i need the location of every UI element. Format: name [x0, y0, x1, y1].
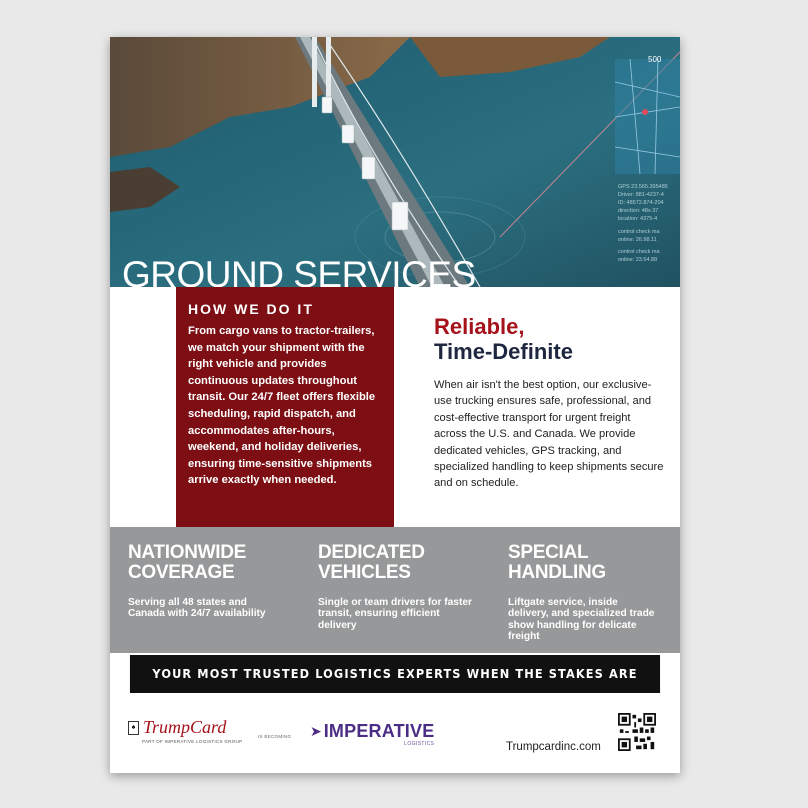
website-link[interactable]: Trumpcardinc.com	[506, 741, 601, 753]
telemetry-line: online: 23.54.88	[618, 257, 658, 263]
features-band	[110, 527, 680, 653]
trumpcard-logo	[128, 717, 242, 744]
footer	[110, 693, 680, 773]
imperative-name: IMPERATIVE	[323, 721, 435, 741]
feature-body: Serving all 48 states and Canada with 24/7 availability	[128, 597, 266, 620]
feature-body: Single or team drivers for faster transit, ensuring efficient delivery	[318, 597, 472, 631]
imperative-sub: LOGISTICS	[404, 741, 435, 747]
bridge-photo-illustration	[110, 37, 680, 287]
flyer-page	[110, 37, 680, 773]
trumpcard-name: TrumpCard	[143, 717, 227, 737]
telemetry-line: GPS 23.565.395485	[618, 184, 668, 190]
how-we-do-it-panel	[176, 287, 394, 527]
telemetry-line: Driver: 881-4237-4	[618, 192, 664, 198]
hero-overlay-number: 500	[648, 55, 662, 64]
telemetry-line: direction: 48s 37	[618, 208, 659, 214]
feature-title: DEDICATED VEHICLES	[318, 542, 425, 583]
feature-title: NATIONWIDE COVERAGE	[128, 542, 247, 583]
arrow-icon: ➤	[310, 723, 322, 739]
reliable-body: When air isn't the best option, our exclusive-use trucking ensures safe, professional, and cost-effective transport for urgent freight across the U.S. and Canada. We provide dedicated vehicles, GPS tracking, and specialized handling to keep shipments secure and on schedule.	[434, 379, 664, 490]
telemetry-line: location: 4375-4	[618, 216, 658, 222]
telemetry-line: online: 26.98.11	[618, 237, 657, 243]
hero-overlay-telemetry	[618, 183, 678, 264]
page-title: GROUND SERVICES	[122, 254, 476, 287]
feature-title: SPECIAL HANDLING	[508, 542, 606, 583]
feature-special-handling	[508, 543, 660, 643]
reliable-section	[434, 315, 664, 492]
hero-photo	[110, 37, 680, 287]
imperative-logo	[310, 721, 434, 747]
how-body: From cargo vans to tractor-trailers, we match your shipment with the right vehicle and provides continuous updates throughout transit. Our 24/7 fleet offers flexible scheduling, rapid dispatch, and accommodates after-hours, weekend, and holiday deliveries, ensuring time-sensitive shipments arrive exactly when needed.	[188, 325, 376, 487]
reliable-heading-line2: Time-Definite	[434, 339, 573, 364]
how-title: HOW WE DO IT	[188, 301, 314, 317]
playing-card-icon: ♠	[128, 721, 139, 735]
qr-code-icon[interactable]	[618, 713, 656, 751]
tagline-banner: YOUR MOST TRUSTED LOGISTICS EXPERTS WHEN THE STAKES ARE HIGHEST	[130, 655, 660, 693]
reliable-heading-line1: Reliable,	[434, 314, 525, 339]
telemetry-line: control check ma	[618, 249, 660, 255]
telemetry-line: ID: 48572.874-204	[618, 200, 664, 206]
trumpcard-sub: PART OF IMPERATIVE LOGISTICS GROUP	[142, 739, 243, 744]
telemetry-line: control check ma	[618, 229, 660, 235]
becoming-text: IS BECOMING	[258, 734, 292, 739]
feature-dedicated	[318, 543, 478, 631]
feature-nationwide	[128, 543, 278, 620]
feature-body: Liftgate service, inside delivery, and specialized trade show handling for delicate freight	[508, 597, 655, 643]
